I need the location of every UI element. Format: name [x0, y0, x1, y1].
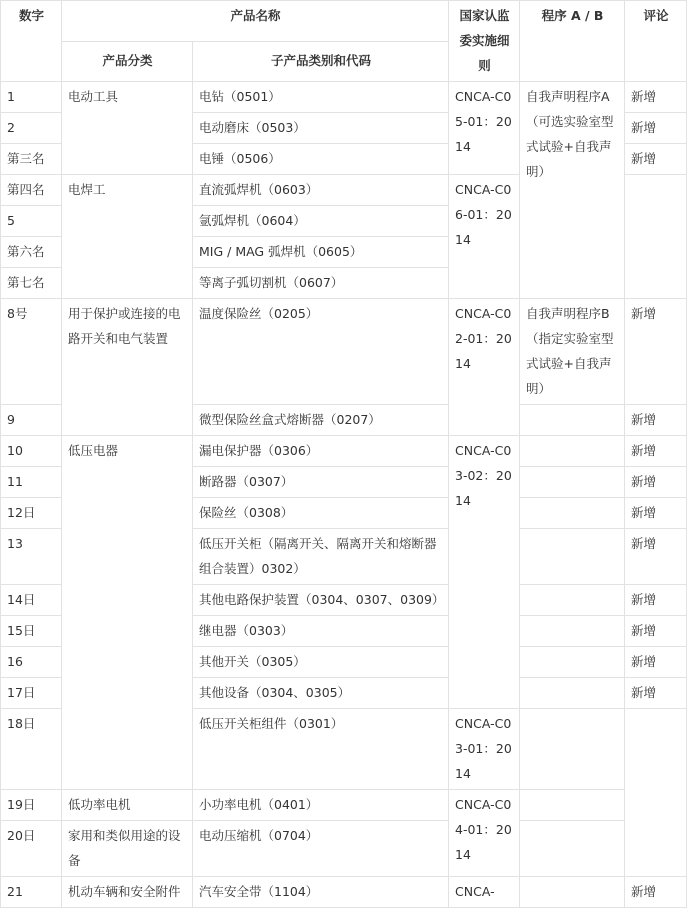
- row-number: 8号: [1, 299, 62, 405]
- procedure: [520, 821, 625, 877]
- subcategory-code: MIG / MAG 弧焊机（0605）: [193, 237, 449, 268]
- procedure: [520, 467, 625, 498]
- comment: 新增: [625, 436, 687, 467]
- row-number: 18日: [1, 709, 62, 790]
- row-number: 第三名: [1, 144, 62, 175]
- comment: 新增: [625, 405, 687, 436]
- header-product-name: 产品名称: [62, 1, 449, 42]
- row-number: 9: [1, 405, 62, 436]
- procedure: [520, 405, 625, 436]
- row-number: 第四名: [1, 175, 62, 206]
- subcategory-code: 氩弧焊机（0604）: [193, 206, 449, 237]
- subcategory-code: 电锤（0506）: [193, 144, 449, 175]
- product-category: 电动工具: [62, 82, 193, 175]
- header-cnca-rules: 国家认监委实施细则: [449, 1, 520, 82]
- procedure: [520, 678, 625, 709]
- header-subcategory: 子产品类别和代码: [193, 41, 449, 82]
- subcategory-code: 漏电保护器（0306）: [193, 436, 449, 467]
- cnca-rule: CNCA-C03-01：2014: [449, 709, 520, 790]
- comment: 新增: [625, 678, 687, 709]
- table-row: [1, 82, 687, 113]
- row-number: 17日: [1, 678, 62, 709]
- product-category: 家用和类似用途的设备: [62, 821, 193, 877]
- cnca-rule: CNCA-C03-02：2014: [449, 436, 520, 709]
- row-number: 10: [1, 436, 62, 467]
- comment: 新增: [625, 647, 687, 678]
- row-number: 1: [1, 82, 62, 113]
- comment: 新增: [625, 616, 687, 647]
- procedure: [520, 585, 625, 616]
- procedure: 自我声明程序A（可选实验室型式试验+自我声明）: [520, 82, 625, 299]
- row-number: 15日: [1, 616, 62, 647]
- comment: 新增: [625, 113, 687, 144]
- product-category: 低功率电机: [62, 790, 193, 821]
- subcategory-code: 小功率电机（0401）: [193, 790, 449, 821]
- row-number: 第六名: [1, 237, 62, 268]
- product-category: 用于保护或连接的电路开关和电气装置: [62, 299, 193, 436]
- row-number: 第七名: [1, 268, 62, 299]
- subcategory-code: 电钻（0501）: [193, 82, 449, 113]
- procedure: [520, 436, 625, 467]
- row-number: 5: [1, 206, 62, 237]
- table-row: [1, 821, 687, 877]
- procedure: [520, 529, 625, 585]
- subcategory-code: 继电器（0303）: [193, 616, 449, 647]
- table-row: [1, 299, 687, 405]
- row-number: 16: [1, 647, 62, 678]
- subcategory-code: 保险丝（0308）: [193, 498, 449, 529]
- row-number: 20日: [1, 821, 62, 877]
- subcategory-code: 汽车安全带（1104）: [193, 877, 449, 908]
- procedure: [520, 498, 625, 529]
- header-comment: 评论: [625, 1, 687, 82]
- comment: 新增: [625, 82, 687, 113]
- product-category: 电焊工: [62, 175, 193, 299]
- product-category: 机动车辆和安全附件: [62, 877, 193, 908]
- comment: 新增: [625, 529, 687, 585]
- subcategory-code: 电动磨床（0503）: [193, 113, 449, 144]
- cnca-rule: CNCA-C05-01：2014: [449, 82, 520, 175]
- table-row: [1, 790, 687, 821]
- header-product-category: 产品分类: [62, 41, 193, 82]
- procedure: [520, 616, 625, 647]
- cnca-rule: CNCA-C04-01：2014: [449, 790, 520, 877]
- table-row: [1, 436, 687, 467]
- procedure: [520, 709, 625, 790]
- procedure: 自我声明程序B（指定实验室型式试验+自我声明）: [520, 299, 625, 405]
- comment: 新增: [625, 467, 687, 498]
- procedure: [520, 790, 625, 821]
- comment: 新增: [625, 585, 687, 616]
- cnca-rule: CNCA-C06-01：2014: [449, 175, 520, 299]
- row-number: 2: [1, 113, 62, 144]
- comment: 新增: [625, 144, 687, 175]
- subcategory-code: 电动压缩机（0704）: [193, 821, 449, 877]
- comment: [625, 175, 687, 299]
- row-number: 21: [1, 877, 62, 908]
- comment: [625, 709, 687, 877]
- subcategory-code: 等离子弧切割机（0607）: [193, 268, 449, 299]
- comment: 新增: [625, 877, 687, 908]
- row-number: 19日: [1, 790, 62, 821]
- comment: 新增: [625, 299, 687, 405]
- header-procedure: 程序 A / B: [520, 1, 625, 82]
- header-number: 数字: [1, 1, 62, 82]
- subcategory-code: 其他开关（0305）: [193, 647, 449, 678]
- comment: 新增: [625, 498, 687, 529]
- subcategory-code: 温度保险丝（0205）: [193, 299, 449, 405]
- row-number: 11: [1, 467, 62, 498]
- subcategory-code: 其他电路保护装置（0304、0307、0309）: [193, 585, 449, 616]
- subcategory-code: 断路器（0307）: [193, 467, 449, 498]
- table-row: [1, 877, 687, 908]
- procedure: [520, 647, 625, 678]
- subcategory-code: 其他设备（0304、0305）: [193, 678, 449, 709]
- row-number: 13: [1, 529, 62, 585]
- subcategory-code: 微型保险丝盒式熔断器（0207）: [193, 405, 449, 436]
- procedure: [520, 877, 625, 908]
- cnca-rule: CNCA-C02-01：2014: [449, 299, 520, 436]
- subcategory-code: 直流弧焊机（0603）: [193, 175, 449, 206]
- subcategory-code: 低压开关柜（隔离开关、隔离开关和熔断器组合装置）0302）: [193, 529, 449, 585]
- product-category: 低压电器: [62, 436, 193, 790]
- cnca-rule: CNCA-: [449, 877, 520, 908]
- row-number: 14日: [1, 585, 62, 616]
- subcategory-code: 低压开关柜组件（0301）: [193, 709, 449, 790]
- row-number: 12日: [1, 498, 62, 529]
